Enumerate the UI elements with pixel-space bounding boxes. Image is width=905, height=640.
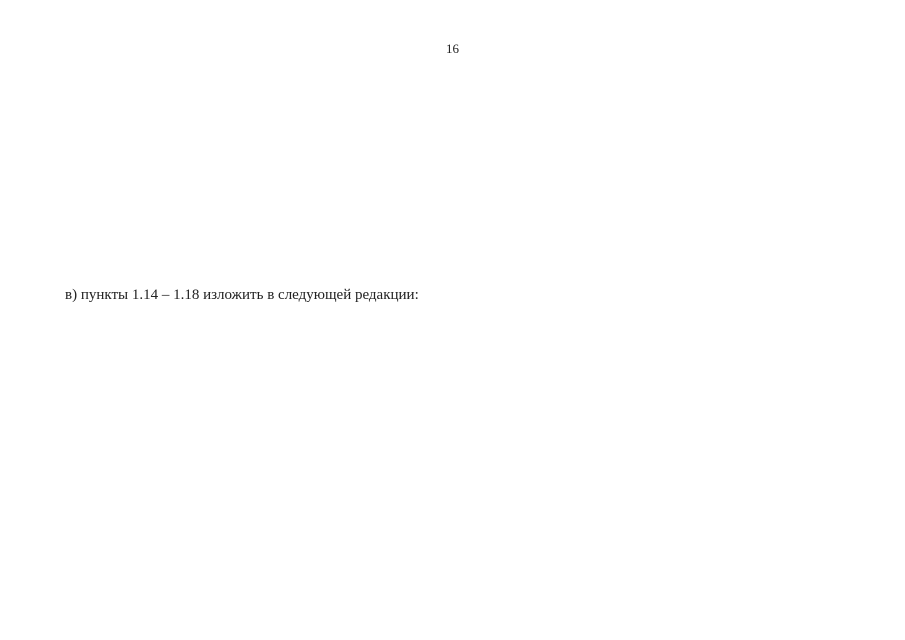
table-row (0, 144, 905, 274)
table-row (0, 542, 905, 602)
page-number: 16 (446, 41, 459, 56)
section-heading: в) пункты 1.14 – 1.18 изложить в следующей редакции: (65, 287, 419, 303)
table-row (0, 95, 905, 135)
table-row (0, 314, 905, 529)
